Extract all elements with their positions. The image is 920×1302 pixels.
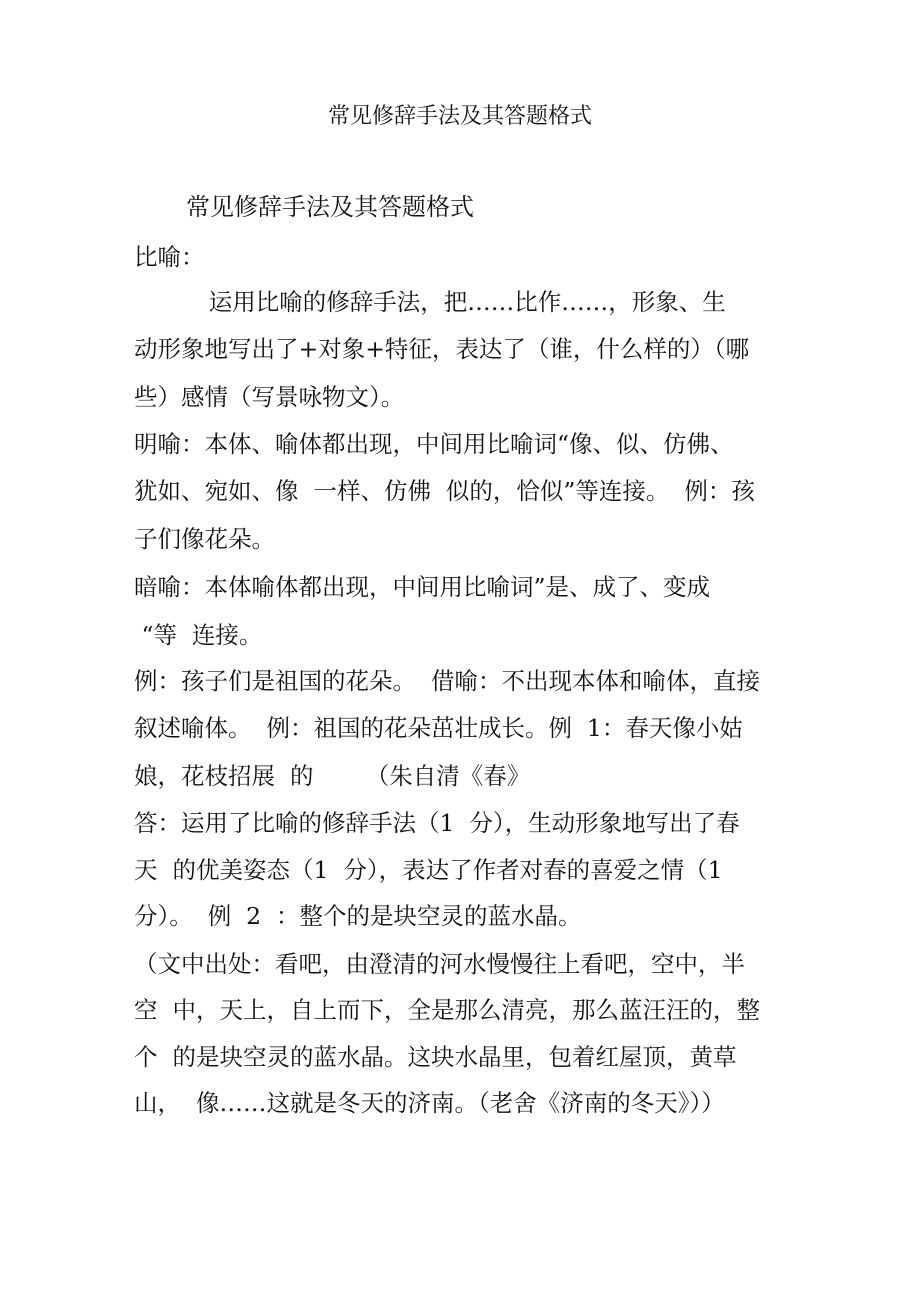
text-line: （文中出处：看吧，由澄清的河水慢慢往上看吧，空中，半 — [134, 950, 745, 978]
text-line: 运用比喻的修辞手法，把……比作……，形象、生 — [134, 288, 726, 316]
text-line: 叙述喻体。 例：祖国的花朵茁壮成长。例 1：春天像小姑 — [134, 714, 743, 742]
text-line: 比喻： — [134, 243, 205, 271]
text-line: 答：运用了比喻的修辞手法（1 分），生动形象地写出了春 — [134, 809, 740, 837]
text-line: 个 的是块空灵的蓝水晶。这块水晶里，包着红屋顶，黄草 — [134, 1043, 737, 1071]
text-line: 明喻：本体、喻体都出现，中间用比喻词“像、似、仿佛、 — [134, 430, 734, 458]
document-title: 常见修辞手法及其答题格式 — [327, 104, 592, 129]
text-line: 些）感情（写景咏物文）。 — [134, 383, 405, 411]
text-line: 娘，花枝招展 的 （朱自清《春》 — [134, 762, 531, 790]
text-line: “等 连接。 — [134, 621, 263, 649]
text-line: 分）。 例 2 ：整个的是块空灵的蓝水晶。 — [134, 902, 582, 930]
text-line: 子们像花朵。 — [134, 525, 275, 553]
text-line: 动形象地写出了+对象+特征，表达了（谁，什么样的）（哪 — [134, 335, 750, 363]
text-line: 空 中，天上，自上而下，全是那么清亮，那么蓝汪汪的，整 — [134, 996, 760, 1024]
text-line: 山， 像……这就是冬天的济南。（老舍《济南的冬天》）） — [134, 1089, 725, 1117]
text-line: 例：孩子们是祖国的花朵。 借喻：不出现本体和喻体，直接 — [134, 667, 760, 695]
text-line: 犹如、宛如、像 一样、仿佛 似的，恰似”等连接。 例：孩 — [134, 477, 755, 505]
text-line: 暗喻：本体喻体都出现，中间用比喻词”是、成了、变成 — [134, 573, 711, 601]
document-subtitle: 常见修辞手法及其答题格式 — [186, 193, 474, 221]
text-line: 天 的优美姿态（1 分），表达了作者对春的喜爱之情（1 — [134, 856, 723, 884]
